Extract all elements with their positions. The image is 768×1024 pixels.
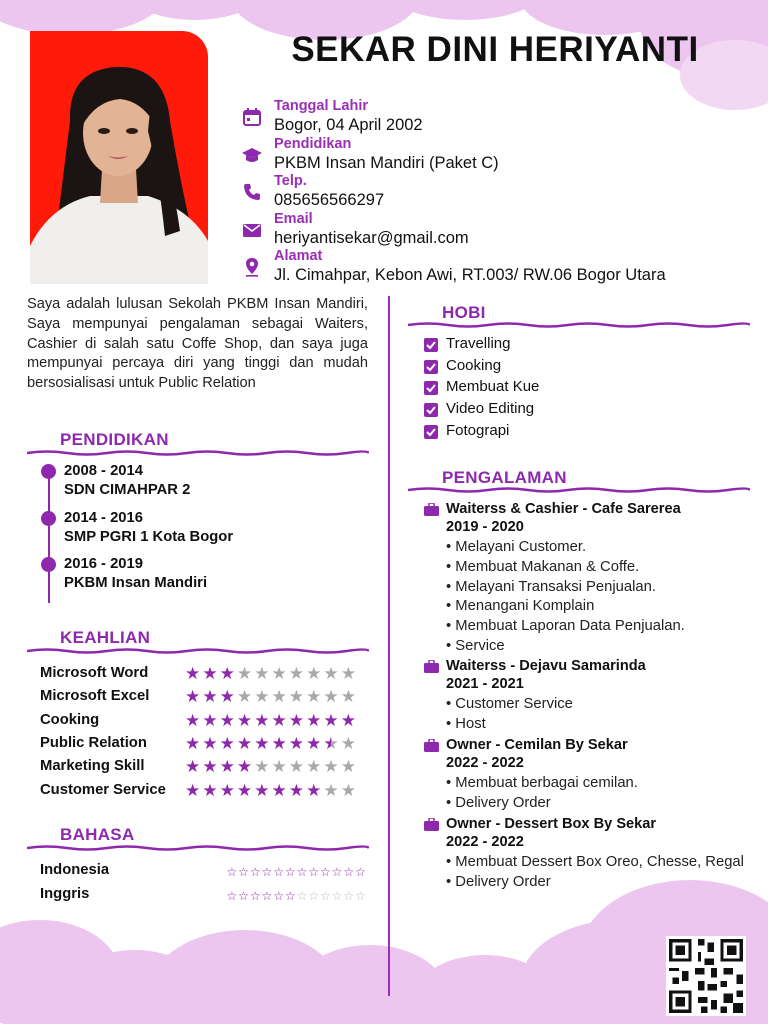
rating-star-icon: ★ bbox=[306, 664, 322, 683]
education-years: 2008 - 2014 bbox=[64, 463, 143, 479]
hobby-label: Travelling bbox=[446, 335, 511, 352]
rating-star-icon: ★ bbox=[323, 781, 339, 800]
contact-birthdate bbox=[242, 98, 742, 136]
skill-row bbox=[40, 782, 370, 804]
rating-star-icon: ★ bbox=[219, 734, 235, 753]
briefcase-icon bbox=[424, 503, 439, 516]
rating-star-icon: ★ bbox=[219, 781, 235, 800]
rating-star-icon: ☆ bbox=[226, 889, 238, 903]
rating-star-icon: ☆ bbox=[284, 889, 296, 903]
rating-star-icon: ☆ bbox=[296, 889, 308, 903]
rating-star-icon: ★ bbox=[254, 711, 270, 730]
rating-star-icon: ★ bbox=[340, 711, 356, 730]
rating-star-icon: ☆ bbox=[296, 865, 308, 879]
education-label: Pendidikan bbox=[274, 135, 352, 152]
rating-star-icon: ★ bbox=[202, 757, 218, 776]
rating-star-icon: ☆ bbox=[319, 865, 331, 879]
rating-star-icon: ★ bbox=[288, 757, 305, 776]
hobby-label: Fotograpi bbox=[446, 422, 510, 439]
rating-star-icon: ★ bbox=[185, 664, 201, 683]
rating-star-icon: ★ bbox=[254, 781, 270, 800]
rating-star-icon: ☆ bbox=[249, 865, 261, 879]
rating-star-icon: ★ bbox=[323, 734, 339, 753]
hobbies-section-title: HOBI bbox=[442, 303, 486, 322]
rating-star-icon: ★ bbox=[271, 687, 287, 706]
skill-rating bbox=[184, 757, 357, 777]
job-duties bbox=[446, 695, 751, 735]
rating-star-icon: ★ bbox=[254, 734, 270, 753]
rating-star-icon: ★ bbox=[236, 664, 253, 683]
skill-name: Microsoft Excel bbox=[40, 688, 150, 704]
job-title: Waiterss & Cashier - Cafe Sarerea bbox=[446, 501, 681, 517]
skill-name: Cooking bbox=[40, 712, 100, 728]
rating-star-icon: ★ bbox=[236, 781, 253, 800]
rating-star-icon: ★ bbox=[288, 664, 305, 683]
timeline-dot bbox=[41, 557, 56, 572]
skill-name: Public Relation bbox=[40, 735, 147, 751]
rating-star-icon: ★ bbox=[185, 734, 201, 753]
languages-section-title: BAHASA bbox=[60, 825, 135, 844]
section-divider bbox=[408, 321, 750, 329]
education-item bbox=[64, 509, 233, 546]
job-duty: • Service bbox=[446, 637, 505, 654]
rating-star-icon: ☆ bbox=[273, 889, 284, 903]
education-item bbox=[64, 555, 207, 592]
rating-star-icon: ★ bbox=[306, 711, 322, 730]
checkbox-icon bbox=[424, 403, 438, 417]
job-title: Owner - Cemilan By Sekar bbox=[446, 737, 628, 753]
rating-star-icon: ★ bbox=[306, 687, 322, 706]
rating-star-icon: ☆ bbox=[249, 889, 261, 903]
rating-star-icon: ★ bbox=[185, 687, 201, 706]
contact-info bbox=[242, 98, 742, 286]
checkbox-icon bbox=[424, 381, 438, 395]
education-school: PKBM Insan Mandiri bbox=[64, 574, 208, 591]
education-item bbox=[64, 462, 190, 499]
rating-star-icon: ★ bbox=[236, 757, 253, 776]
checkbox-icon bbox=[424, 425, 438, 439]
job-duty: • Membuat Dessert Box Oreo, Chesse, Regal bbox=[446, 854, 744, 870]
language-rating bbox=[226, 863, 366, 881]
rating-star-icon: ☆ bbox=[308, 889, 320, 903]
rating-star-icon: ☆ bbox=[284, 865, 296, 879]
job-years: 2022 - 2022 bbox=[446, 834, 524, 850]
section-divider bbox=[27, 449, 369, 457]
rating-star-icon: ★ bbox=[271, 711, 287, 730]
skill-rating bbox=[184, 687, 357, 707]
job-duty: • Membuat Makanan & Coffe. bbox=[446, 558, 640, 575]
rating-star-icon: ★ bbox=[340, 757, 356, 776]
rating-star-icon: ★ bbox=[288, 687, 305, 706]
job-duties bbox=[446, 853, 751, 893]
mail-icon bbox=[242, 220, 262, 240]
rating-star-icon: ☆ bbox=[273, 865, 284, 879]
job-duty: • Delivery Order bbox=[446, 873, 551, 890]
skill-row bbox=[40, 688, 370, 710]
rating-star-icon: ★ bbox=[323, 757, 339, 776]
birthdate-label: Tanggal Lahir bbox=[274, 98, 368, 114]
job-title: Owner - Dessert Box By Sekar bbox=[446, 816, 657, 832]
skill-row bbox=[40, 712, 370, 734]
job-duty: • Customer Service bbox=[446, 696, 573, 712]
rating-star-icon: ★ bbox=[236, 711, 253, 730]
job-duty: • Membuat Laporan Data Penjualan. bbox=[446, 618, 685, 635]
rating-star-icon: ★ bbox=[340, 664, 356, 683]
rating-star-icon: ★ bbox=[202, 734, 218, 753]
address-value: Jl. Cimahpar, Kebon Awi, RT.003/ RW.06 Bogor Utara bbox=[274, 266, 666, 285]
hobby-label: Membuat Kue bbox=[446, 378, 540, 395]
education-years: 2014 - 2016 bbox=[64, 510, 143, 526]
rating-star-icon: ★ bbox=[323, 664, 339, 683]
rating-star-icon: ★ bbox=[254, 757, 270, 776]
email-value: heriyantisekar@gmail.com bbox=[274, 228, 469, 247]
rating-star-icon: ★ bbox=[323, 711, 339, 730]
rating-star-icon: ☆ bbox=[238, 865, 249, 879]
timeline-dot bbox=[41, 464, 56, 479]
language-row bbox=[40, 862, 370, 884]
rating-star-icon: ★ bbox=[306, 757, 322, 776]
birthdate-value: Bogor, 04 April 2002 bbox=[274, 116, 423, 134]
rating-star-icon: ★ bbox=[288, 781, 305, 800]
language-name: Inggris bbox=[40, 886, 90, 902]
job-duty: • Host bbox=[446, 715, 486, 732]
briefcase-icon bbox=[424, 818, 439, 831]
language-rating bbox=[226, 887, 366, 905]
rating-star-icon: ★ bbox=[288, 734, 305, 753]
checkbox-icon bbox=[424, 360, 438, 374]
rating-star-icon: ★ bbox=[340, 781, 356, 800]
job-duty: • Membuat berbagai cemilan. bbox=[446, 775, 638, 791]
address-label: Alamat bbox=[274, 248, 323, 265]
job-years: 2021 - 2021 bbox=[446, 676, 524, 692]
rating-star-icon: ☆ bbox=[331, 889, 343, 903]
experience-section-title: PENGALAMAN bbox=[442, 468, 567, 487]
checkbox-icon bbox=[424, 338, 438, 352]
rating-star-icon: ☆ bbox=[343, 865, 355, 879]
rating-star-icon: ★ bbox=[306, 734, 322, 753]
job-years: 2019 - 2020 bbox=[446, 519, 524, 535]
rating-star-icon: ★ bbox=[340, 734, 356, 753]
education-school: SDN CIMAHPAR 2 bbox=[64, 481, 191, 498]
contact-education bbox=[242, 136, 742, 174]
skill-rating bbox=[184, 664, 357, 684]
rating-star-icon: ★ bbox=[219, 757, 235, 776]
rating-star-icon: ★ bbox=[288, 711, 305, 730]
phone-icon bbox=[242, 182, 262, 202]
rating-star-icon: ★ bbox=[202, 711, 218, 730]
rating-star-icon: ☆ bbox=[355, 889, 366, 903]
language-name: Indonesia bbox=[40, 862, 110, 878]
section-divider bbox=[408, 486, 750, 494]
rating-star-icon: ☆ bbox=[319, 889, 331, 903]
skills-section-title: KEAHLIAN bbox=[60, 628, 151, 647]
timeline-dot bbox=[41, 511, 56, 526]
rating-star-icon: ☆ bbox=[308, 865, 320, 879]
rating-star-icon: ★ bbox=[236, 734, 253, 753]
rating-star-icon: ★ bbox=[185, 781, 201, 800]
language-row bbox=[40, 886, 370, 908]
rating-star-icon: ★ bbox=[219, 687, 235, 706]
rating-star-icon: ☆ bbox=[331, 865, 343, 879]
education-timeline bbox=[48, 465, 50, 603]
rating-star-icon: ★ bbox=[185, 757, 201, 776]
section-divider bbox=[27, 647, 369, 655]
rating-star-icon: ☆ bbox=[343, 889, 355, 903]
section-divider bbox=[27, 844, 369, 852]
rating-star-icon: ★ bbox=[271, 664, 287, 683]
job-years: 2022 - 2022 bbox=[446, 755, 524, 771]
contact-email bbox=[242, 211, 742, 249]
rating-star-icon: ★ bbox=[271, 781, 287, 800]
full-name: SEKAR DINI HERIYANTI bbox=[291, 30, 699, 69]
column-divider bbox=[388, 296, 390, 996]
rating-star-icon: ★ bbox=[219, 664, 235, 683]
rating-star-icon: ★ bbox=[340, 687, 356, 706]
profile-summary: Saya adalah lulusan Sekolah PKBM Insan Mandiri, Saya mempunyai pengalaman sebagai Waiters, Cashier di salah satu Coffe Shop, dan saya juga mempunyai percaya diri yang tinggi dan mudah bersosialisasi untuk Public Relation bbox=[27, 296, 368, 392]
skill-row bbox=[40, 758, 370, 780]
rating-star-icon: ★ bbox=[254, 664, 270, 683]
briefcase-icon bbox=[424, 739, 439, 752]
skill-name: Marketing Skill bbox=[40, 758, 145, 774]
rating-star-icon: ★ bbox=[202, 687, 218, 706]
rating-star-icon: ☆ bbox=[261, 865, 273, 879]
email-label: Email bbox=[274, 210, 313, 227]
briefcase-icon bbox=[424, 660, 439, 673]
rating-star-icon: ☆ bbox=[238, 889, 249, 903]
job-duties bbox=[446, 774, 751, 814]
hobby-label: Cooking bbox=[446, 357, 502, 374]
education-school: SMP PGRI 1 Kota Bogor bbox=[64, 528, 234, 545]
job-duty: • Melayani Transaksi Penjualan. bbox=[446, 578, 656, 595]
rating-star-icon: ★ bbox=[236, 687, 253, 706]
job-duty: • Delivery Order bbox=[446, 794, 551, 811]
rating-star-icon: ★ bbox=[254, 687, 270, 706]
rating-star-icon: ★ bbox=[185, 711, 201, 730]
profile-photo bbox=[30, 31, 208, 284]
rating-star-icon: ★ bbox=[219, 711, 235, 730]
skill-rating bbox=[184, 711, 357, 731]
job-duty: • Menangani Komplain bbox=[446, 598, 595, 615]
skill-name: Microsoft Word bbox=[40, 665, 149, 681]
job-duties bbox=[446, 538, 751, 657]
rating-star-icon: ★ bbox=[323, 687, 339, 706]
rating-star-icon: ★ bbox=[271, 734, 287, 753]
rating-star-icon: ☆ bbox=[355, 865, 366, 879]
skill-row bbox=[40, 735, 370, 757]
skill-name: Customer Service bbox=[40, 782, 166, 798]
contact-address bbox=[242, 248, 742, 286]
skill-rating bbox=[184, 781, 357, 801]
education-value: PKBM Insan Mandiri (Paket C) bbox=[274, 153, 499, 172]
rating-star-icon: ★ bbox=[271, 757, 287, 776]
phone-value: 085656566297 bbox=[274, 191, 385, 210]
phone-label: Telp. bbox=[274, 173, 307, 190]
skill-row bbox=[40, 665, 370, 687]
qr-code[interactable] bbox=[666, 936, 746, 1016]
rating-star-icon: ☆ bbox=[261, 889, 273, 903]
rating-star-icon: ★ bbox=[202, 781, 218, 800]
education-section-title: PENDIDIKAN bbox=[60, 430, 169, 449]
job-duty: • Melayani Customer. bbox=[446, 539, 587, 555]
calendar-icon bbox=[242, 107, 262, 127]
skill-rating bbox=[184, 734, 357, 754]
rating-star-icon: ☆ bbox=[226, 865, 238, 879]
education-years: 2016 - 2019 bbox=[64, 556, 143, 572]
hobby-label: Video Editing bbox=[446, 400, 535, 417]
contact-phone bbox=[242, 173, 742, 211]
graduation-cap-icon bbox=[242, 145, 262, 165]
rating-star-icon: ★ bbox=[306, 781, 322, 800]
location-pin-icon bbox=[242, 257, 262, 277]
rating-star-icon: ★ bbox=[202, 664, 218, 683]
job-title: Waiterss - Dejavu Samarinda bbox=[446, 658, 646, 674]
